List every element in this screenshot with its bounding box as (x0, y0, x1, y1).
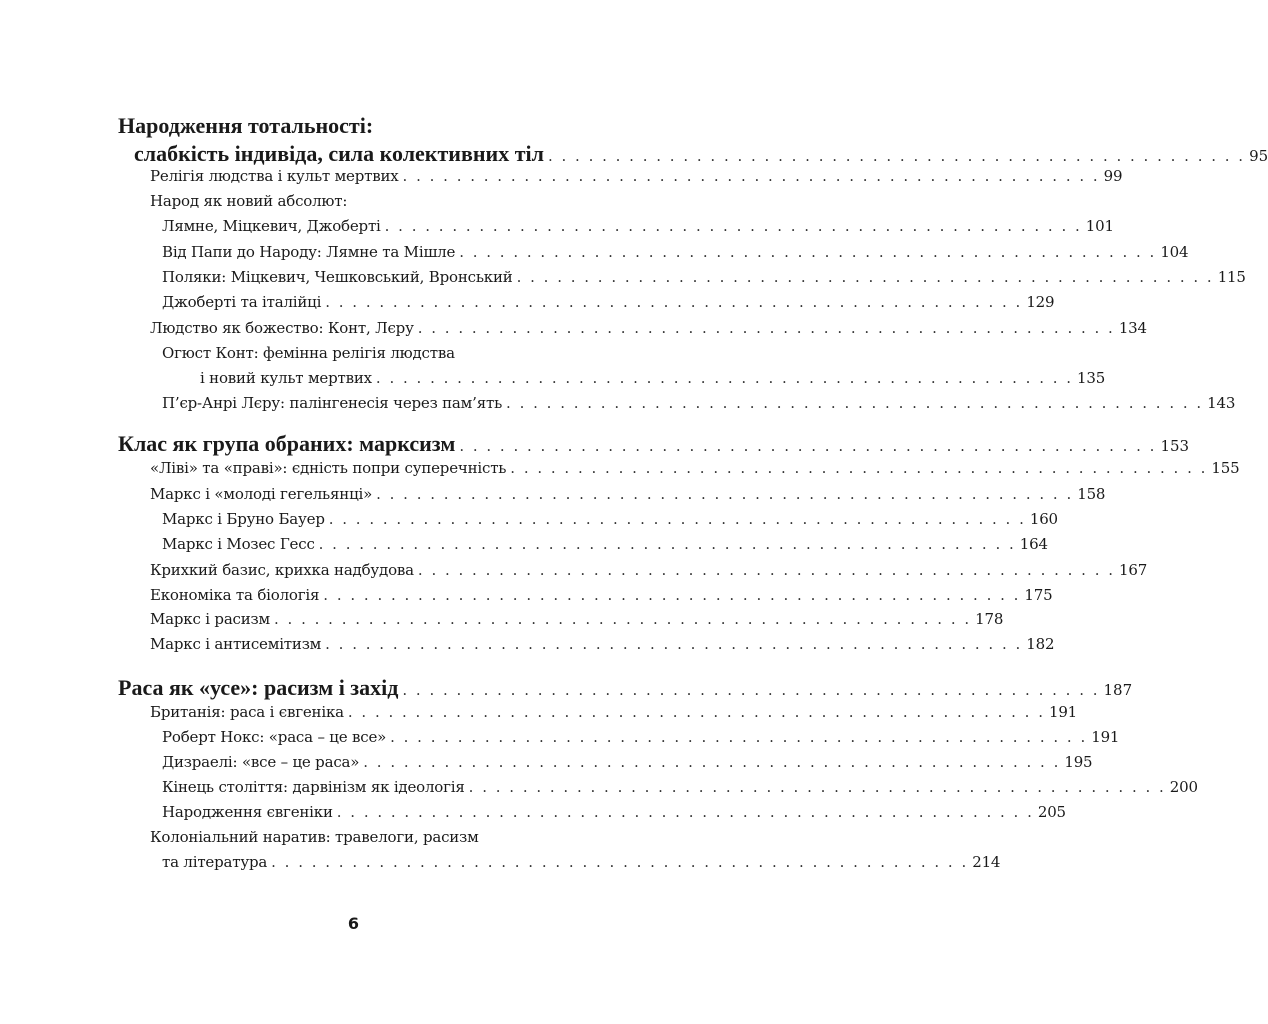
toc-entry-page: 214 (972, 853, 1001, 871)
toc-entry-text: Релігія людства і культ мертвих (150, 167, 399, 185)
toc-entry-text: Лямне, Міцкевич, Джоберті (162, 217, 381, 235)
leader-dots: . . . . . . . . . . . . . . . . . . . . . . . . . . . . . . . . . . . . . . . . . . . . . . . . . . . . (459, 243, 1157, 261)
leader-dots: . . . . . . . . . . . . . . . . . . . . . . . . . . . . . . . . . . . . . . . . . . . . . . . . . . . . (375, 369, 1074, 387)
leader-dots: . . . . . . . . . . . . . . . . . . . . . . . . . . . . . . . . . . . . . . . . . . . . . . . . . . . . (390, 728, 1088, 746)
toc-entry (150, 561, 1148, 585)
toc-entry (200, 369, 1106, 393)
toc-entry-page: 191 (1091, 728, 1120, 746)
toc-entry-page: 187 (1103, 681, 1133, 699)
toc-entry-text: Клас як група обраних: марксизм (118, 431, 456, 456)
toc-entry-text: і новий культ мертвих (200, 369, 372, 387)
toc-entry (150, 586, 1053, 610)
toc-entry-text: Маркс і Мозес Гесс (162, 535, 315, 553)
toc-entry-page: 155 (1211, 459, 1240, 477)
leader-dots: . . . . . . . . . . . . . . . . . . . . . . . . . . . . . . . . . . . . . . . . . . . . . . . . . . . . (318, 535, 1016, 553)
toc-entry (134, 141, 1268, 166)
toc-entry-page: 135 (1077, 369, 1106, 387)
toc-entry-page: 134 (1118, 319, 1147, 337)
toc-entry-page: 160 (1029, 510, 1058, 528)
toc-entry (150, 459, 1240, 483)
toc-entry-text: Огюст Конт: фемінна релігія людства (162, 344, 455, 362)
toc-entry (162, 243, 1189, 267)
leader-dots: . . . . . . . . . . . . . . . . . . . . . . . . . . . . . . . . . . . . . . . . . . . . . . . . . . . . (402, 681, 1100, 699)
toc-entry-text: та література (162, 853, 268, 871)
toc-entry-text: П’єр-Анрі Лєру: палінгенесія через пам’ять (162, 394, 503, 412)
toc-entry-text: Роберт Нокс: «раса – це все» (162, 728, 387, 746)
toc-entry (150, 828, 479, 846)
toc-entry-text: Народження євгеніки (162, 803, 333, 821)
toc-entry-page: 178 (975, 610, 1004, 628)
leader-dots: . . . . . . . . . . . . . . . . . . . . . . . . . . . . . . . . . . . . . . . . . . . . . . . . . . . . (510, 459, 1208, 477)
leader-dots: . . . . . . . . . . . . . . . . . . . . . . . . . . . . . . . . . . . . . . . . . . . . . . . . . . . . (274, 610, 972, 628)
toc-entry (162, 853, 1001, 877)
toc-entry (162, 753, 1093, 777)
toc-entry (162, 728, 1120, 752)
toc-entry (150, 192, 347, 210)
leader-dots: . . . . . . . . . . . . . . . . . . . . . . . . . . . . . . . . . . . . . . . . . . . . . . . . . . . . (376, 485, 1074, 503)
toc-entry-page: 95 (1249, 147, 1268, 165)
leader-dots: . . . . . . . . . . . . . . . . . . . . . . . . . . . . . . . . . . . . . . . . . . . . . . . . . . . . (336, 803, 1034, 821)
leader-dots: . . . . . . . . . . . . . . . . . . . . . . . . . . . . . . . . . . . . . . . . . . . . . . . . . . . . (384, 217, 1082, 235)
leader-dots: . . . . . . . . . . . . . . . . . . . . . . . . . . . . . . . . . . . . . . . . . . . . . . . . . . . . (516, 268, 1214, 286)
toc-entry (118, 675, 1133, 700)
toc-entry (150, 610, 1004, 634)
page-number: 6 (347, 914, 360, 933)
toc-entry (150, 635, 1055, 659)
toc-entry (162, 803, 1066, 827)
leader-dots: . . . . . . . . . . . . . . . . . . . . . . . . . . . . . . . . . . . . . . . . . . . . . . . . . . . . (547, 147, 1246, 165)
toc-entry-page: 158 (1077, 485, 1106, 503)
toc-entry (162, 778, 1198, 802)
toc-entry-text: Маркс і Бруно Бауер (162, 510, 325, 528)
toc-entry (150, 319, 1147, 343)
toc-entry-text: Раса як «усе»: расизм і захід (118, 675, 399, 700)
toc-entry-text: Людство як божество: Конт, Лєру (150, 319, 414, 337)
toc-entry (150, 485, 1106, 509)
leader-dots: . . . . . . . . . . . . . . . . . . . . . . . . . . . . . . . . . . . . . . . . . . . . . . . . . . . . (325, 635, 1023, 653)
toc-entry-page: 200 (1169, 778, 1198, 796)
toc-entry-page: 115 (1217, 268, 1246, 286)
leader-dots: . . . . . . . . . . . . . . . . . . . . . . . . . . . . . . . . . . . . . . . . . . . . . . . . . . . . (417, 319, 1115, 337)
toc-entry-text: Народження тотальності: (118, 113, 374, 138)
toc-entry (162, 293, 1055, 317)
toc-entry-page: 191 (1049, 703, 1078, 721)
toc-entry (118, 113, 373, 139)
toc-entry (150, 703, 1078, 727)
toc-entry-page: 195 (1064, 753, 1093, 771)
toc-entry (162, 268, 1246, 292)
toc-entry-text: Маркс і антисемітизм (150, 635, 322, 653)
leader-dots: . . . . . . . . . . . . . . . . . . . . . . . . . . . . . . . . . . . . . . . . . . . . . . . . . . . . (323, 586, 1021, 604)
toc-entry (162, 344, 455, 362)
toc-entry-page: 182 (1026, 635, 1055, 653)
leader-dots: . . . . . . . . . . . . . . . . . . . . . . . . . . . . . . . . . . . . . . . . . . . . . . . . . . . . (325, 293, 1023, 311)
toc-entry-page: 153 (1160, 437, 1190, 455)
leader-dots: . . . . . . . . . . . . . . . . . . . . . . . . . . . . . . . . . . . . . . . . . . . . . . . . . . . . (402, 167, 1100, 185)
leader-dots: . . . . . . . . . . . . . . . . . . . . . . . . . . . . . . . . . . . . . . . . . . . . . . . . . . . . (363, 753, 1061, 771)
toc-entry-text: «Ліві» та «праві»: єдність попри суперечність (150, 459, 507, 477)
toc-entry-text: Кінець століття: дарвінізм як ідеологія (162, 778, 465, 796)
toc-entry-text: Колоніальний наратив: травелоги, расизм (150, 828, 479, 846)
toc-entry-page: 101 (1085, 217, 1114, 235)
leader-dots: . . . . . . . . . . . . . . . . . . . . . . . . . . . . . . . . . . . . . . . . . . . . . . . . . . . . (417, 561, 1116, 579)
toc-entry-text: Від Папи до Народу: Лямне та Мішле (162, 243, 456, 261)
toc-entry-page: 99 (1103, 167, 1123, 185)
toc-entry (162, 394, 1236, 418)
leader-dots: . . . . . . . . . . . . . . . . . . . . . . . . . . . . . . . . . . . . . . . . . . . . . . . . . . . . (506, 394, 1204, 412)
toc-entry-text: Народ як новий абсолют: (150, 192, 348, 210)
toc-entry-text: Британія: раса і євгеніка (150, 703, 344, 721)
toc-entry-page: 167 (1119, 561, 1148, 579)
toc-entry-text: Крихкий базис, крихка надбудова (150, 561, 414, 579)
toc-entry (118, 431, 1190, 456)
toc-entry-text: Джоберті та італійці (162, 293, 322, 311)
leader-dots: . . . . . . . . . . . . . . . . . . . . . . . . . . . . . . . . . . . . . . . . . . . . . . . . . . . . (459, 437, 1157, 455)
toc-entry-text: Маркс і расизм (150, 610, 271, 628)
toc-entry-page: 129 (1026, 293, 1055, 311)
leader-dots: . . . . . . . . . . . . . . . . . . . . . . . . . . . . . . . . . . . . . . . . . . . . . . . . . . . . (468, 778, 1166, 796)
toc-entry-page: 205 (1037, 803, 1066, 821)
toc-entry-text: слабкість індивіда, сила колективних тіл (134, 141, 544, 166)
toc-entry-text: Дизраелі: «все – це раса» (162, 753, 360, 771)
leader-dots: . . . . . . . . . . . . . . . . . . . . . . . . . . . . . . . . . . . . . . . . . . . . . . . . . . . . (271, 853, 969, 871)
toc-entry-page: 175 (1024, 586, 1053, 604)
toc-entry (162, 510, 1058, 534)
toc-entry (162, 535, 1048, 559)
toc-entry-page: 164 (1019, 535, 1048, 553)
toc-entry (162, 217, 1114, 241)
toc-entry-text: Економіка та біологія (150, 586, 320, 604)
toc-entry (150, 167, 1123, 191)
toc-entry-text: Маркс і «молоді гегельянці» (150, 485, 373, 503)
toc-entry-text: Поляки: Міцкевич, Чешковський, Вронський (162, 268, 513, 286)
leader-dots: . . . . . . . . . . . . . . . . . . . . . . . . . . . . . . . . . . . . . . . . . . . . . . . . . . . . (328, 510, 1026, 528)
toc-entry-page: 104 (1160, 243, 1189, 261)
toc-entry-page: 143 (1207, 394, 1236, 412)
leader-dots: . . . . . . . . . . . . . . . . . . . . . . . . . . . . . . . . . . . . . . . . . . . . . . . . . . . . (347, 703, 1045, 721)
